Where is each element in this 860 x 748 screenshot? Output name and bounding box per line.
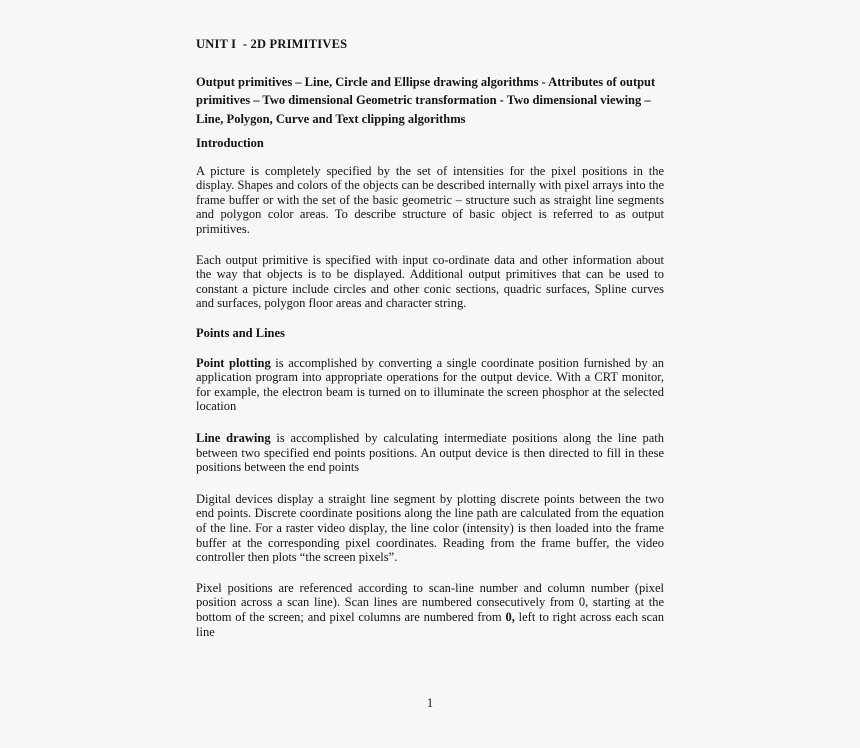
heading-points-and-lines: Points and Lines (196, 326, 285, 341)
pixel-positions-text-before: Pixel positions are referenced according to scan-line number and column number (pixel position across a scan line). Scan lines are numbered consecutively from 0, starting at the bottom of the screen; and pixel columns are numbered from (196, 580, 664, 624)
syllabus-paragraph: Output primitives – Line, Circle and Ellipse drawing algorithms - Attributes of output primitives – Two dimensional Geometric transformation - Two dimensional viewing – Line, Polygon, Curve and Text clipping algorithms (196, 74, 656, 126)
point-plotting-lead: Point plotting (196, 355, 271, 370)
paragraph-digital-devices: Digital devices display a straight line segment by plotting discrete points between the two end points. Discrete coordinate positions along the line path are calculated from the equation of the line. For a raster video display, the line color (intensity) is then loaded into the frame buffer at the corresponding pixel coordinates. Reading from the frame buffer, the video controller then plots “the screen pixels”. (196, 491, 664, 565)
heading-introduction: Introduction (196, 136, 264, 151)
paragraph-picture-specification: A picture is completely specified by the set of intensities for the pixel positions in the display. Shapes and colors of the objects can be described internally with pixel arrays into the frame buffer or with the set of the basic geometric – structure such as straight line segments and polygon color areas. To describe structure of basic object is referred to as output primitives. (196, 163, 664, 237)
paragraph-output-primitive: Each output primitive is specified with input co-ordinate data and other information about the way that objects is to be displayed. Additional output primitives that can be used to constant a picture include circles and other conic sections, quadric surfaces, Spline curves and surfaces, polygon floor areas and character string. (196, 252, 664, 311)
line-drawing-text: is accomplished by calculating intermediate positions along the line path between two specified end points positions. An output device is then directed to fill in these positions between the end points (196, 431, 664, 475)
pixel-positions-text-after: left to right across each scan line (196, 609, 664, 639)
page-number: 1 (426, 696, 434, 710)
text-column (196, 37, 664, 639)
paragraph-point-plotting (196, 356, 664, 414)
paragraph-pixel-positions (196, 581, 664, 639)
pixel-positions-bold-zero: 0, (505, 609, 515, 624)
page-title: UNIT I - 2D PRIMITIVES (196, 37, 348, 51)
line-drawing-lead: Line drawing (196, 431, 271, 445)
paragraph-line-drawing (196, 431, 664, 475)
point-plotting-text: is accomplished by converting a single coordinate position furnished by an application program into appropriate operations for the output device. With a CRT monitor, for example, the electron beam is turned on to illuminate the screen phosphor at the selected location (196, 355, 665, 414)
